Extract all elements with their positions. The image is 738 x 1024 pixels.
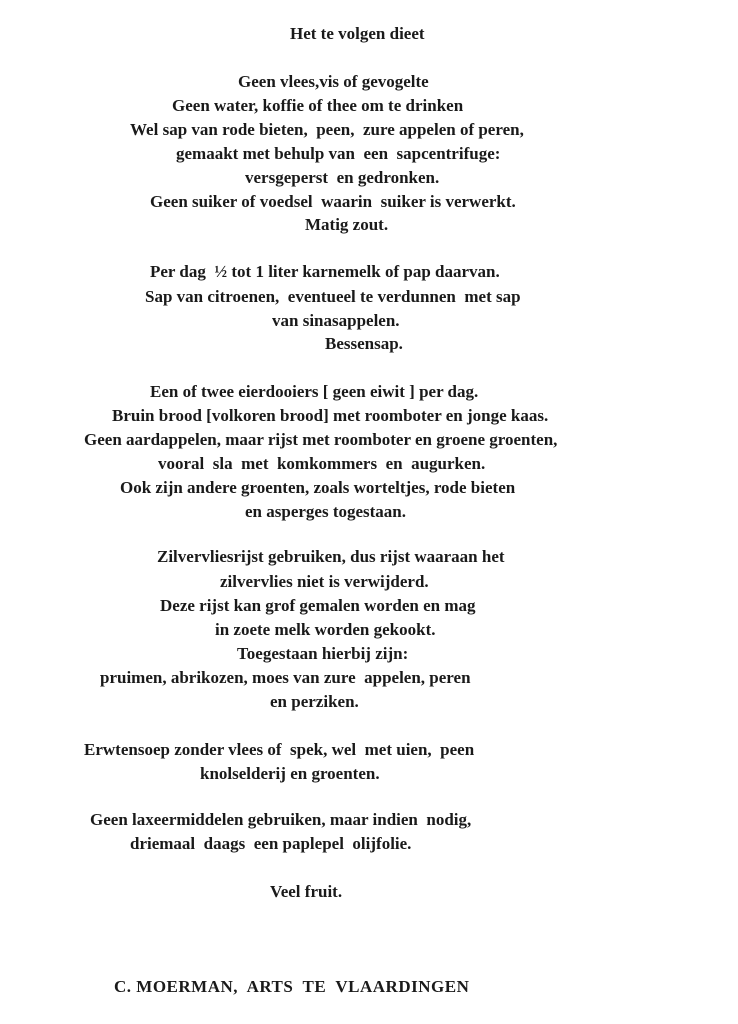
diet-line: Bessensap. xyxy=(325,334,403,353)
diet-line: Wel sap van rode bieten, peen, zure appelen of peren, xyxy=(130,120,524,139)
document-title: Het te volgen dieet xyxy=(290,24,425,43)
diet-line: en asperges togestaan. xyxy=(245,502,407,521)
diet-line: van sinasappelen. xyxy=(272,311,400,330)
document-footer-signature: C. MOERMAN, ARTS TE VLAARDINGEN xyxy=(114,977,470,996)
diet-line: Een of twee eierdooiers [ geen eiwit ] per dag. xyxy=(150,382,479,401)
diet-line: versgeperst en gedronken. xyxy=(245,168,440,187)
diet-line: vooral sla met komkommers en augurken. xyxy=(158,454,486,473)
diet-line: Matig zout. xyxy=(305,215,389,234)
diet-line: Geen aardappelen, maar rijst met roomboter en groene groenten, xyxy=(84,430,558,449)
diet-line: Geen suiker of voedsel waarin suiker is verwerkt. xyxy=(150,192,516,211)
diet-line: Geen laxeermiddelen gebruiken, maar indien nodig, xyxy=(90,810,472,829)
diet-line: knolselderij en groenten. xyxy=(200,764,380,783)
diet-line: Zilvervliesrijst gebruiken, dus rijst waaraan het xyxy=(157,547,505,566)
diet-line: Ook zijn andere groenten, zoals worteltjes, rode bieten xyxy=(120,478,516,497)
diet-line: Geen water, koffie of thee om te drinken xyxy=(172,96,464,115)
diet-line: Geen vlees,vis of gevogelte xyxy=(238,72,429,91)
diet-line: Deze rijst kan grof gemalen worden en mag xyxy=(160,596,476,615)
diet-line: Sap van citroenen, eventueel te verdunnen met sap xyxy=(145,287,521,306)
diet-line: gemaakt met behulp van een sapcentrifuge: xyxy=(176,144,501,163)
diet-line: pruimen, abrikozen, moes van zure appelen, peren xyxy=(100,668,471,687)
diet-line: en perziken. xyxy=(270,692,359,711)
diet-line: Toegestaan hierbij zijn: xyxy=(237,644,409,663)
diet-line: Veel fruit. xyxy=(270,882,343,901)
diet-line: Per dag ½ tot 1 liter karnemelk of pap daarvan. xyxy=(150,262,500,281)
diet-line: Bruin brood [volkoren brood] met roomboter en jonge kaas. xyxy=(112,406,549,425)
diet-line: driemaal daags een paplepel olijfolie. xyxy=(130,834,412,853)
diet-line: Erwtensoep zonder vlees of spek, wel met uien, peen xyxy=(84,740,475,759)
diet-line: in zoete melk worden gekookt. xyxy=(215,620,436,639)
diet-line: zilvervlies niet is verwijderd. xyxy=(220,572,429,591)
